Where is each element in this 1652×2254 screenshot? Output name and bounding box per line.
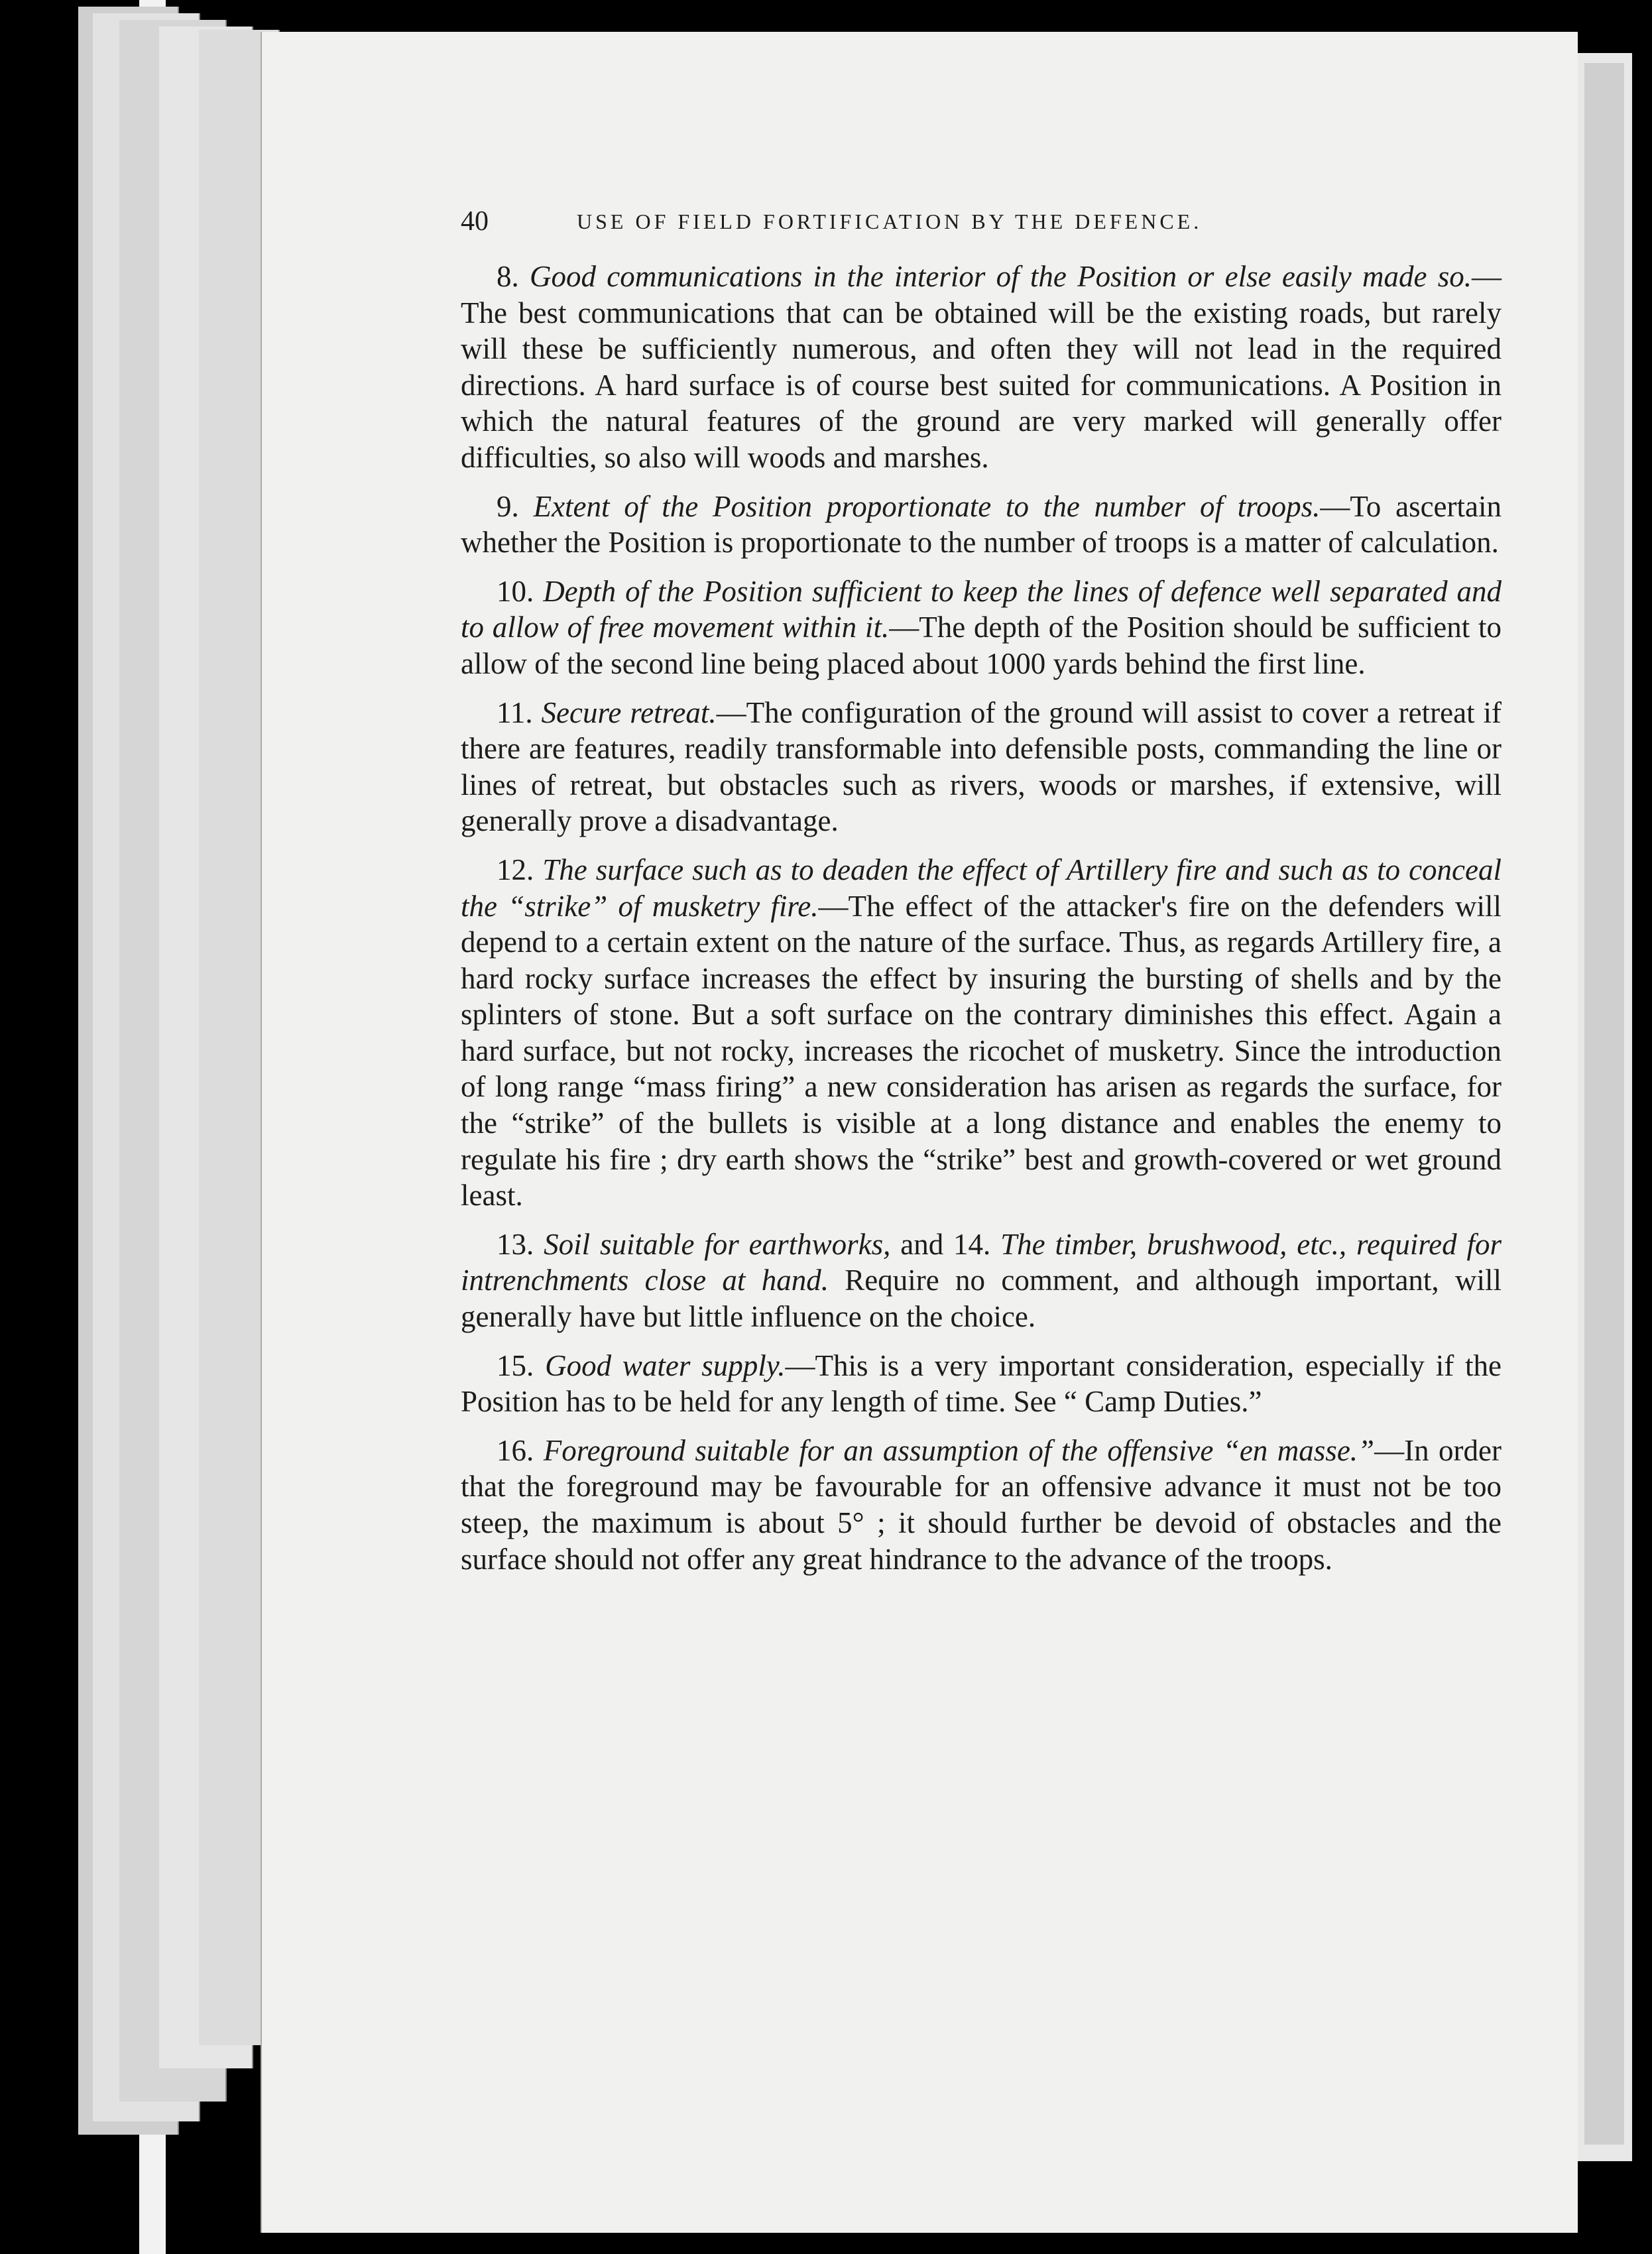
paragraph-number: 15.	[497, 1348, 534, 1382]
paragraph-number: 16.	[497, 1433, 534, 1467]
paragraph-number: 10.	[497, 574, 534, 608]
book-right-edge-inner	[1584, 63, 1624, 2145]
paragraph-heading: Depth of the Position sufficient to keep the lines of defence well separated and to allow of free movement within it.	[461, 574, 1502, 644]
paragraph-8	[461, 259, 1502, 476]
paragraph-10	[461, 573, 1502, 682]
paragraph-heading: The surface such as to deaden the effect of Artillery fire and such as to conceal the “strike” of musketry fire.	[461, 853, 1502, 923]
paragraph-12	[461, 852, 1502, 1214]
paragraph-heading: Secure retreat.	[541, 695, 717, 729]
paragraph-connector: and 14.	[890, 1227, 1001, 1261]
paragraph-9	[461, 489, 1502, 561]
paragraph-11	[461, 695, 1502, 839]
paragraph-heading: Foreground suitable for an assumption of the offensive “en masse.”	[543, 1433, 1375, 1467]
paragraph-15	[461, 1348, 1502, 1420]
paragraph-13-14	[461, 1226, 1502, 1335]
paragraph-text: —The effect of the attacker's fire on the defenders will depend to a certain extent on the nature of the surface. Thus, as regards Artillery fire, a hard rocky surface increases the effect by insuring the bursting of shells and by the splinters of stone. But a soft surface on the contrary diminishes this effect. Again a hard surface, but not rocky, increases the ricochet of musketry. Since the introduction of long range “mass firing” a new consideration has arisen as regards the surface, for the “strike” of the bullets is visible at a long distance and enables the enemy to regulate his fire ; dry earth shows the “strike” best and growth-covered or wet ground least.	[461, 889, 1502, 1213]
paragraph-16	[461, 1433, 1502, 1577]
running-header	[461, 206, 1502, 243]
paragraph-heading-second: The timber, brushwood, etc., required for intrenchments close at hand.	[461, 1227, 1502, 1297]
page-body	[461, 259, 1502, 1590]
paragraph-heading: Good communications in the interior of the Position or else easily made so.	[530, 260, 1472, 293]
paragraph-text: —The configuration of the ground will assist to cover a retreat if there are features, readily transformable into defensible posts, commanding the line or lines of retreat, but obstacles such as rivers, woods or marshes, if extensive, will generally prove a disadvantage.	[461, 695, 1502, 838]
paragraph-text: Require no comment, and although important, will generally have but little influence on the choice.	[461, 1264, 1502, 1334]
paragraph-number: 11.	[497, 695, 533, 729]
paragraph-text: —This is a very important consideration, especially if the Position has to be held for any length of time. See “ Camp Duties.”	[461, 1348, 1502, 1419]
paragraph-text: —The best communications that can be obtained will be the existing roads, but rarely will these be sufficiently numerous, and often they will not lead in the required directions. A hard surface is of course best suited for communications. A Position in which the natural features of the ground are very marked will generally offer difficulties, so also will woods and marshes.	[461, 260, 1502, 474]
paragraph-text: —The depth of the Position should be sufficient to allow of the second line being placed about 1000 yards behind the first line.	[461, 611, 1502, 680]
paragraph-text: —To ascertain whether the Position is proportionate to the number of troops is a matter of calculation.	[461, 489, 1502, 560]
running-title: USE OF FIELD FORTIFICATION BY THE DEFENCE.	[577, 209, 1203, 233]
paragraph-heading: Good water supply.	[545, 1348, 786, 1382]
paragraph-number: 12.	[497, 853, 534, 886]
paragraph-number: 9.	[497, 489, 519, 523]
page-number: 40	[461, 206, 489, 237]
paragraph-text: —In order that the foreground may be favourable for an offensive advance it must not be too steep, the maximum is about 5° ; it should further be devoid of obstacles and the surface should not offer any great hindrance to the advance of the troops.	[461, 1433, 1502, 1576]
paragraph-number: 13.	[497, 1227, 534, 1261]
paragraph-heading: Soil suitable for earthworks,	[544, 1227, 891, 1261]
paragraph-heading: Extent of the Position proportionate to the number of troops.	[533, 489, 1321, 523]
paragraph-number: 8.	[497, 260, 519, 293]
book-page	[262, 32, 1578, 2233]
